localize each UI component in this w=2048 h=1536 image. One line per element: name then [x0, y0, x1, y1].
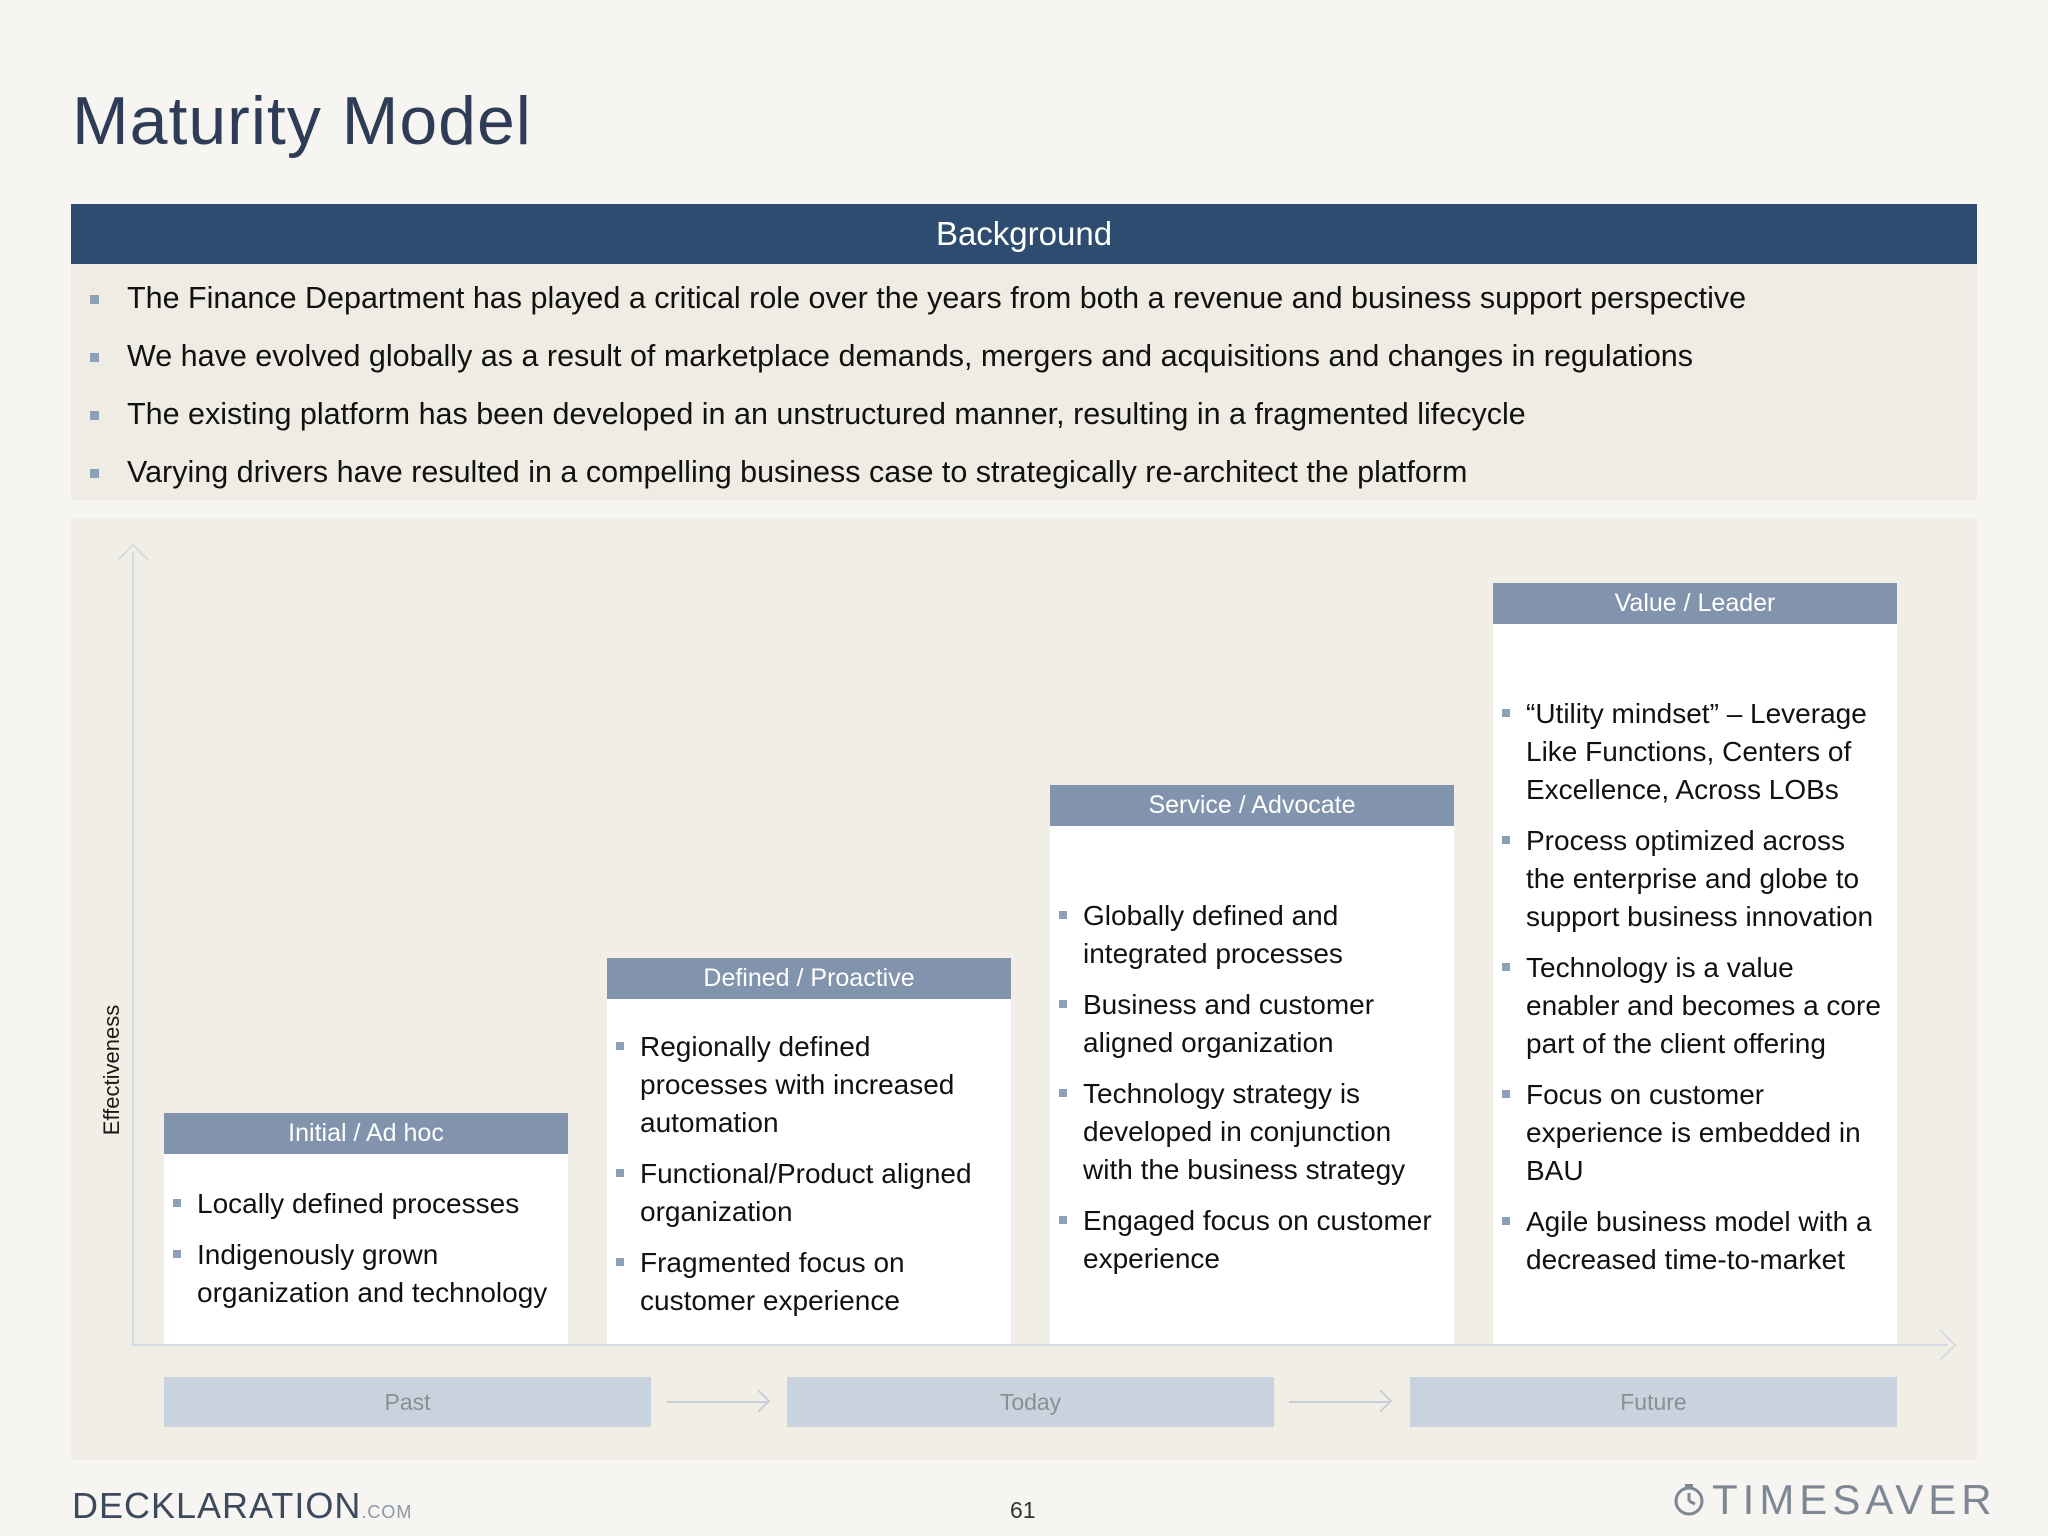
bullet-icon: [90, 353, 99, 362]
background-item: [71, 452, 1977, 510]
y-axis-line: [132, 552, 134, 1346]
background-item: [71, 394, 1977, 452]
stage-item-text: Fragmented focus on customer experience: [640, 1247, 905, 1316]
stage-item-text: Indigenously grown organization and technology: [197, 1239, 548, 1308]
background-item-text: The existing platform has been developed in an unstructured manner, resulting in a fragmented lifecycle: [127, 397, 1526, 431]
page-number: 61: [1010, 1497, 1036, 1523]
bullet-icon: [1502, 836, 1510, 844]
clock-icon: [1672, 1483, 1706, 1517]
bullet-icon: [90, 295, 99, 304]
logo-left-text: DECKLARATION: [72, 1485, 362, 1526]
stage-item: [1493, 1076, 1897, 1190]
bullet-icon: [90, 411, 99, 420]
stage-item: [1050, 986, 1454, 1062]
stage-item-text: Functional/Product aligned organization: [640, 1158, 972, 1227]
bullet-icon: [1502, 963, 1510, 971]
bullet-icon: [1059, 1000, 1067, 1008]
bullet-icon: [173, 1199, 181, 1207]
stage-title: Initial / Ad hoc: [164, 1113, 568, 1154]
stage-defined: [607, 958, 1011, 1344]
x-axis-line: [132, 1344, 1948, 1346]
logo-left-suffix: .COM: [361, 1502, 413, 1522]
bullet-icon: [1059, 911, 1067, 919]
stage-item: [164, 1185, 568, 1223]
timeline-arrow-icon: [1289, 1401, 1389, 1403]
stage-title: Value / Leader: [1493, 583, 1897, 624]
bullet-icon: [1502, 1090, 1510, 1098]
stage-title: Defined / Proactive: [607, 958, 1011, 999]
stage-service: [1050, 785, 1454, 1344]
bullet-icon: [616, 1042, 624, 1050]
stage-list: [164, 1185, 568, 1325]
timesaver-logo: [1672, 1476, 1997, 1524]
background-item-text: The Finance Department has played a critical role over the years from both a revenue and business support perspective: [127, 281, 1747, 315]
timeline-past: Past: [164, 1377, 651, 1427]
logo-right-text: TIMESAVER: [1712, 1476, 1997, 1523]
background-item: [71, 278, 1977, 336]
stage-item-text: Technology is a value enabler and becomes a core part of the client offering: [1526, 952, 1881, 1059]
bullet-icon: [1059, 1216, 1067, 1224]
background-panel: [71, 264, 1977, 500]
stage-title: Service / Advocate: [1050, 785, 1454, 826]
stage-item: [1050, 1202, 1454, 1278]
background-item: [71, 336, 1977, 394]
bullet-icon: [1502, 1217, 1510, 1225]
stage-item-text: Engaged focus on customer experience: [1083, 1205, 1432, 1274]
timeline-today: Today: [787, 1377, 1274, 1427]
bullet-icon: [616, 1169, 624, 1177]
stage-list: [607, 1028, 1011, 1333]
timeline-future: Future: [1410, 1377, 1897, 1427]
stage-list: [1050, 897, 1454, 1291]
stage-item-text: Globally defined and integrated processes: [1083, 900, 1343, 969]
stage-item: [1050, 897, 1454, 973]
stage-item-text: Regionally defined processes with increased automation: [640, 1031, 955, 1138]
background-item-text: We have evolved globally as a result of marketplace demands, mergers and acquisitions and changes in regulations: [127, 339, 1693, 373]
stage-item: [1493, 949, 1897, 1063]
bullet-icon: [173, 1250, 181, 1258]
bullet-icon: [616, 1258, 624, 1266]
bullet-icon: [1502, 709, 1510, 717]
stage-item-text: Process optimized across the enterprise and globe to support business innovation: [1526, 825, 1874, 932]
stage-item: [1493, 1203, 1897, 1279]
stage-item: [607, 1028, 1011, 1142]
bullet-icon: [90, 469, 99, 478]
background-item-text: Varying drivers have resulted in a compelling business case to strategically re-architect the platform: [127, 455, 1468, 489]
decklaration-logo: [72, 1485, 412, 1527]
stage-item: [1493, 695, 1897, 809]
stage-item: [607, 1155, 1011, 1231]
stage-initial: [164, 1113, 568, 1344]
bullet-icon: [1059, 1089, 1067, 1097]
stage-value: [1493, 583, 1897, 1344]
stage-item-text: Technology strategy is developed in conjunction with the business strategy: [1083, 1078, 1406, 1185]
background-header: Background: [71, 204, 1977, 264]
stage-item-text: Business and customer aligned organization: [1083, 989, 1375, 1058]
stage-item: [1493, 822, 1897, 936]
y-axis-label: Effectiveness: [99, 1004, 124, 1136]
timeline-arrow-icon: [667, 1401, 767, 1403]
page-title: Maturity Model: [72, 83, 532, 159]
stage-list: [1493, 695, 1897, 1292]
stage-item: [1050, 1075, 1454, 1189]
stage-item: [164, 1236, 568, 1312]
background-list: [71, 278, 1977, 510]
stage-item-text: “Utility mindset” – Leverage Like Functions, Centers of Excellence, Across LOBs: [1526, 698, 1867, 805]
stage-item-text: Agile business model with a decreased time-to-market: [1526, 1206, 1872, 1275]
stage-item: [607, 1244, 1011, 1320]
stage-item-text: Locally defined processes: [197, 1188, 520, 1219]
stage-item-text: Focus on customer experience is embedded in BAU: [1526, 1079, 1861, 1186]
